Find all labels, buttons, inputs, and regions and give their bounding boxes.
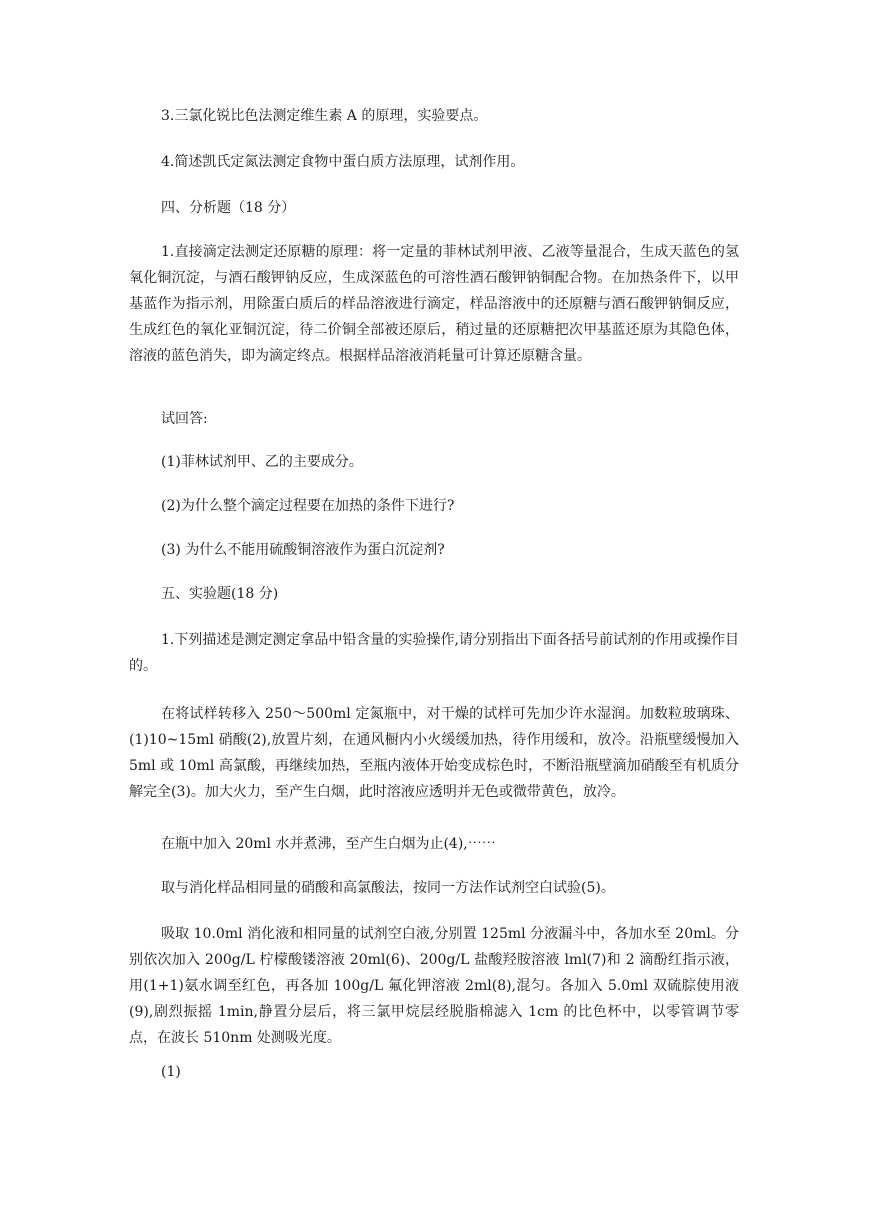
question-3: 3.三氯化锐比色法测定维生素 A 的原理，实验要点。 — [161, 108, 488, 124]
question-4: 4.简述凯氏定氮法测定食物中蛋白质方法原理，试剂作用。 — [161, 154, 525, 170]
answer-1-label: (1) — [161, 1064, 181, 1080]
section-5-title: 五、实验题(18 分) — [161, 586, 279, 602]
try-answer-label: 试回答: — [161, 411, 208, 427]
experiment-paragraph-1: 在将试样转移入 250～500ml 定氮瓶中，对干燥的试样可先加少许水湿润。加数粒玻璃珠、(1)10~15ml 硝酸(2),放置片刻，在通风橱内小火缓缓加热，待作用缓和，放冷。沿瓶壁缓慢加入 5ml 或 10ml 高氯酸，再继续加热，至瓶内液体开始变成棕色时，不断沿瓶壁滴加硝酸至有机质分解完全(3)。加大火力，至产生白烟，此时溶液应透明并无色或微带黄色，放冷。 — [129, 706, 739, 800]
sub-question-1: (1)菲林试剂甲、乙的主要成分。 — [161, 454, 363, 470]
experiment-intro: 1.下列描述是测定测定拿品中铅含量的实验操作,请分别指出下面各括号前试剂的作用或操作目的。 — [129, 632, 739, 674]
sub-question-3: (3) 为什么不能用硫酸铜溶液作为蛋白沉淀剂? — [161, 542, 445, 558]
experiment-paragraph-4: 吸取 10.0ml 消化液和相同量的试剂空白液,分别置 125ml 分液漏斗中，各加水至 20ml。分别依次加入 200g/L 柠檬酸镂溶液 20ml(6)、200g/L 盐酸羟胺溶液 lml(7)和 2 滴酚红指示液，用(1+1)氨水调至红色，再各加 100g/L 氟化钾溶液 2ml(8),混匀。各加入 5.0ml 双硫腙使用液(9),剧烈振摇 1min,静置分层后，将三氯甲烷层经脱脂棉滤入 1cm 的比色杯中，以零管调节零点，在波长 510nm 处测吸光度。 — [129, 926, 739, 1046]
experiment-paragraph-2: 在瓶中加入 20ml 水并煮沸，至产生白烟为止(4),⋯⋯ — [161, 836, 496, 852]
analysis-question-text: 1.直接滴定法测定还原糖的原理：将一定量的菲林试剂甲液、乙液等量混合，生成天蓝色的氢氧化铜沉淀，与酒石酸钾钠反应，生成深蓝色的可溶性酒石酸钾钠铜配合物。在加热条件下，以甲基蓝作为指示剂，用除蛋白质后的样品溶液进行滴定，样品溶液中的还原糖与酒石酸钾钠铜反应，生成红色的氧化亚铜沉淀，待二价铜全部被还原后，稍过量的还原糖把次甲基蓝还原为其隐色体，溶液的蓝色消失，即为滴定终点。根据样品溶液消耗量可计算还原糖含量。 — [129, 244, 739, 364]
sub-question-2: (2)为什么整个滴定过程要在加热的条件下进行? — [161, 498, 455, 514]
experiment-paragraph-3: 取与消化样品相同量的硝酸和高氯酸法，按同一方法作试剂空白试验(5)。 — [161, 880, 615, 896]
section-4-title: 四、分析题（18 分） — [161, 200, 296, 216]
